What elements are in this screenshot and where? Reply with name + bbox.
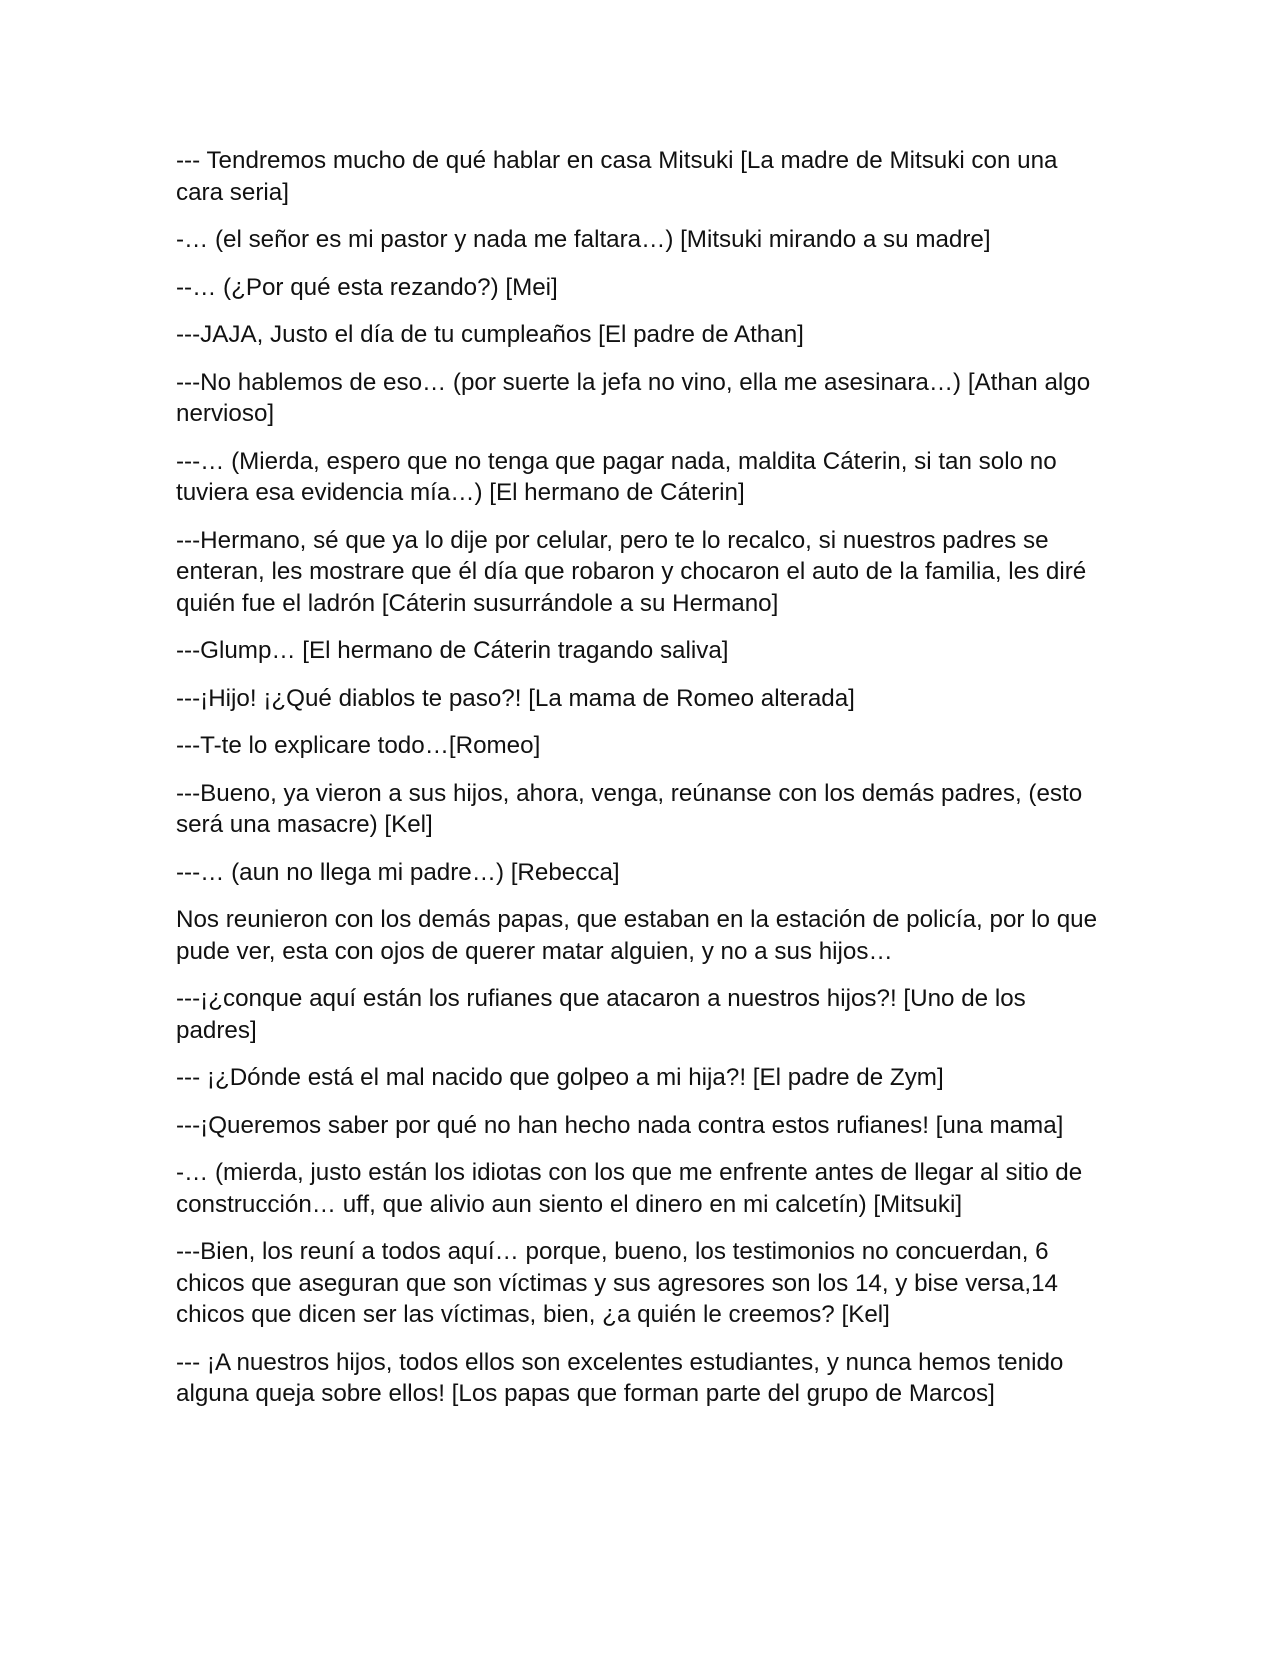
paragraph: ---¡¿conque aquí están los rufianes que atacaron a nuestros hijos?! [Uno de los padres] [176, 985, 1026, 1044]
paragraph: --- ¡¿Dónde está el mal nacido que golpeo a mi hija?! [El padre de Zym] [176, 1064, 944, 1091]
paragraph: ---Bueno, ya vieron a sus hijos, ahora, venga, reúnanse con los demás padres, (esto será una masacre) [Kel] [176, 779, 1083, 838]
paragraph: ---… (Mierda, espero que no tenga que pagar nada, maldita Cáterin, si tan solo no tuviera esa evidencia mía…) [El hermano de Cáterin] [176, 447, 1057, 506]
paragraph: ---Glump… [El hermano de Cáterin tragando saliva] [176, 637, 729, 664]
paragraph: --- ¡A nuestros hijos, todos ellos son excelentes estudiantes, y nunca hemos tenido alguna queja sobre ellos! [Los papas que forman parte del grupo de Marcos] [176, 1348, 1064, 1407]
paragraph: ---Hermano, sé que ya lo dije por celular, pero te lo recalco, si nuestros padres se enteran, les mostrare que él día que robaron y chocaron el auto de la familia, les diré quién fue el ladrón [Cáterin susurrándole a su Hermano] [176, 526, 1087, 617]
paragraph: -… (el señor es mi pastor y nada me faltara…) [Mitsuki mirando a su madre] [176, 226, 991, 253]
paragraph: ---JAJA, Justo el día de tu cumpleaños [El padre de Athan] [176, 321, 804, 348]
paragraph: -… (mierda, justo están los idiotas con los que me enfrente antes de llegar al sitio de construcción… uff, que alivio aun siento el dinero en mi calcetín) [Mitsuki] [176, 1159, 1083, 1218]
paragraph: ---… (aun no llega mi padre…) [Rebecca] [176, 858, 620, 886]
paragraph: --- Tendremos mucho de qué hablar en casa Mitsuki [La madre de Mitsuki con una cara seria] [176, 147, 1058, 206]
paragraph: ---No hablemos de eso… (por suerte la jefa no vino, ella me asesinara…) [Athan algo nervioso] [176, 368, 1091, 427]
paragraph: ---Bien, los reuní a todos aquí… porque, bueno, los testimonios no concuerdan, 6 chicos que aseguran que son víctimas y sus agresores son los 14, y bise versa,14 chicos que dicen ser las víctimas, bien, ¿a quién le creemos? [Kel] [176, 1238, 1058, 1328]
document-body [176, 145, 1106, 1426]
paragraph: ---¡Hijo! ¡¿Qué diablos te paso?! [La mama de Romeo alterada] [176, 684, 855, 712]
paragraph: ---¡Queremos saber por qué no han hecho nada contra estos rufianes! [una mama] [176, 1111, 1064, 1139]
paragraph: ---T-te lo explicare todo…[Romeo] [176, 732, 541, 759]
paragraph: Nos reunieron con los demás papas, que estaban en la estación de policía, por lo que pude ver, esta con ojos de querer matar alguien, y no a sus hijos… [176, 906, 1098, 965]
paragraph: --… (¿Por qué esta rezando?) [Mei] [176, 273, 558, 301]
